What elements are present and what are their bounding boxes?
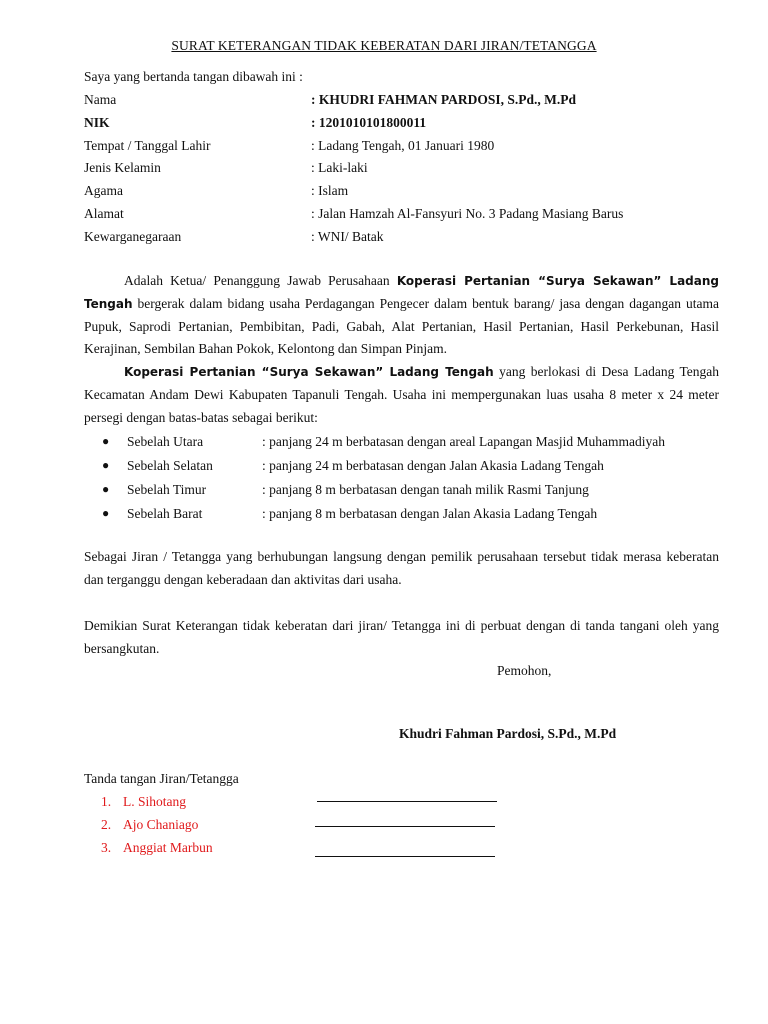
statement-paragraph: Sebagai Jiran / Tetangga yang berhubungan langsung dengan pemilik perusahaan tersebut tidak merasa keberatan dan terganggu dengan keberadaan dan aktivitas dari usaha.	[84, 549, 719, 587]
signature-line	[315, 826, 495, 827]
neighbor-number: 2.	[101, 817, 112, 832]
neighbor-number: 3.	[101, 840, 112, 855]
neighbor-name: Anggiat Marbun	[123, 840, 213, 855]
identity-label: Alamat	[84, 206, 124, 221]
border-value: : panjang 24 m berbatasan dengan areal Lapangan Masjid Muhammadiyah	[262, 434, 665, 449]
intro-text: Saya yang bertanda tangan dibawah ini :	[84, 69, 303, 84]
letter-title: SURAT KETERANGAN TIDAK KEBERATAN DARI JIRAN/TETANGGA	[171, 38, 597, 53]
identity-value: : WNI/ Batak	[311, 229, 384, 244]
identity-value: : 1201010101800011	[311, 115, 427, 130]
company-name: Koperasi Pertanian “Surya Sekawan” Ladang Tengah	[84, 274, 719, 311]
location-paragraph	[84, 361, 719, 429]
signature-line	[315, 856, 495, 857]
identity-value: : Laki-laki	[311, 160, 368, 175]
border-label: Sebelah Selatan	[127, 458, 213, 473]
neighbor-name: Ajo Chaniago	[123, 817, 199, 832]
identity-label: Agama	[84, 183, 123, 198]
applicant-name: Khudri Fahman Pardosi, S.Pd., M.Pd	[399, 726, 617, 741]
identity-value: : Islam	[311, 183, 349, 198]
border-label: Sebelah Timur	[127, 482, 207, 497]
identity-label: Jenis Kelamin	[84, 160, 161, 175]
bullet-icon: ●	[102, 482, 110, 496]
closing-paragraph: Demikian Surat Keterangan tidak keberatan dari jiran/ Tetangga ini di perbuat dengan di tanda tangani oleh yang bersangkutan.	[84, 618, 719, 656]
identity-label: Nama	[84, 92, 117, 107]
neighbors-label: Tanda tangan Jiran/Tetangga	[84, 771, 239, 786]
paragraph-text: bergerak dalam bidang usaha Perdagangan Pengecer dalam bentuk barang/ jasa dengan dagangan utama Pupuk, Saprodi Pertanian, Pembibitan, Padi, Gabah, Alat Pertanian, Hasil Pertanian, Hasil Perkebunan, Hasil Kerajinan, Sembilan Bahan Pokok, Kelontong dan Simpan Pinjam.	[84, 295, 719, 357]
border-label: Sebelah Utara	[127, 434, 204, 449]
paragraph-text: yang berlokasi di Desa Ladang Tengah Kecamatan Andam Dewi Kabupaten Tapanuli Tengah. Usaha ini mempergunakan luas usaha 8 meter x 24 meter persegi dengan batas-batas sebagai berikut:	[84, 364, 719, 425]
identity-label: Tempat / Tanggal Lahir	[84, 138, 211, 153]
identity-value: : KHUDRI FAHMAN PARDOSI, S.Pd., M.Pd	[311, 92, 576, 107]
applicant-label: Pemohon,	[497, 663, 552, 678]
company-name: Koperasi Pertanian “Surya Sekawan” Ladang Tengah	[124, 365, 494, 379]
identity-label: NIK	[84, 115, 110, 130]
identity-value: : Jalan Hamzah Al-Fansyuri No. 3 Padang Masiang Barus	[311, 206, 624, 221]
border-label: Sebelah Barat	[127, 506, 203, 521]
business-paragraph	[84, 270, 719, 361]
border-value: : panjang 8 m berbatasan dengan Jalan Akasia Ladang Tengah	[262, 506, 598, 521]
paragraph-text: Adalah Ketua/ Penanggung Jawab Perusahaan	[124, 273, 397, 288]
bullet-icon: ●	[102, 458, 110, 472]
identity-value: : Ladang Tengah, 01 Januari 1980	[311, 138, 495, 153]
signature-line	[317, 801, 497, 802]
border-value: : panjang 8 m berbatasan dengan tanah milik Rasmi Tanjung	[262, 482, 589, 497]
border-value: : panjang 24 m berbatasan dengan Jalan Akasia Ladang Tengah	[262, 458, 604, 473]
bullet-icon: ●	[102, 434, 110, 448]
neighbor-name: L. Sihotang	[123, 794, 186, 809]
identity-label: Kewarganegaraan	[84, 229, 182, 244]
neighbor-number: 1.	[101, 794, 112, 809]
bullet-icon: ●	[102, 506, 110, 520]
